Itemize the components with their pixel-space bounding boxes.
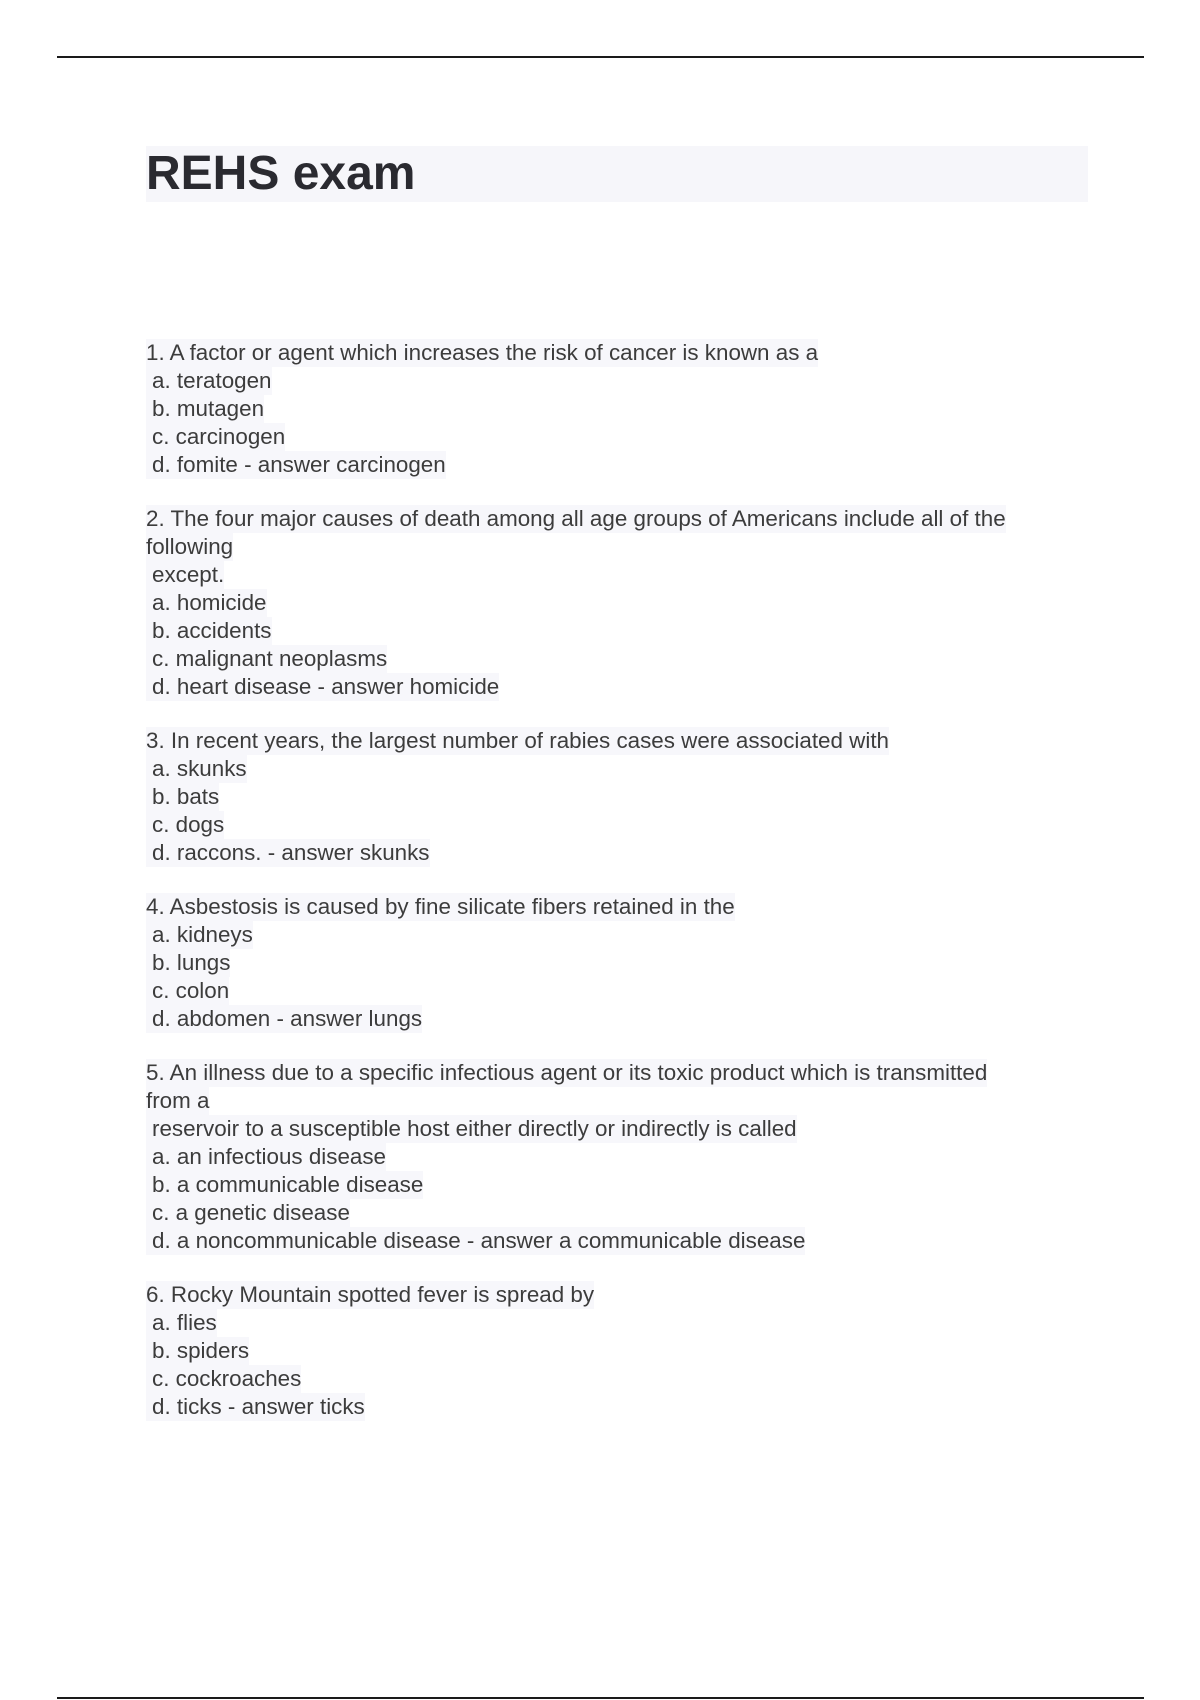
question-5-prompt: 5. An illness due to a specific infectious agent or its toxic product which is transmitted (146, 1060, 988, 1085)
question-1-option-b: b. mutagen (146, 395, 264, 423)
question-1 (146, 339, 1106, 479)
question-2-prompt-continued: following (146, 534, 234, 559)
question-4-option-b: b. lungs (146, 949, 230, 977)
question-5-prompt-continued: reservoir to a susceptible host either directly or indirectly is called (146, 1115, 797, 1143)
question-6-prompt: 6. Rocky Mountain spotted fever is spread by (146, 1282, 595, 1307)
question-5-option-c: c. a genetic disease (146, 1199, 350, 1227)
question-6-option-a: a. flies (146, 1309, 217, 1337)
question-5-option-d-answer: d. a noncommunicable disease - answer a communicable disease (146, 1227, 805, 1255)
page-title: REHS exam (146, 147, 416, 200)
question-1-option-c: c. carcinogen (146, 423, 285, 451)
question-list (146, 339, 1106, 1447)
question-6-option-b: b. spiders (146, 1337, 249, 1365)
question-2-option-d-answer: d. heart disease - answer homicide (146, 673, 499, 701)
question-2-option-b: b. accidents (146, 617, 272, 645)
bottom-divider (57, 1697, 1144, 1699)
question-5 (146, 1059, 1106, 1255)
question-2-option-c: c. malignant neoplasms (146, 645, 387, 673)
question-4-option-a: a. kidneys (146, 921, 253, 949)
question-6-option-c: c. cockroaches (146, 1365, 301, 1393)
question-3-option-a: a. skunks (146, 755, 247, 783)
question-4-option-d-answer: d. abdomen - answer lungs (146, 1005, 422, 1033)
question-6 (146, 1281, 1106, 1421)
question-3-option-c: c. dogs (146, 811, 224, 839)
question-2-prompt: 2. The four major causes of death among all age groups of Americans include all of the (146, 506, 1006, 531)
question-5-prompt-continued: from a (146, 1088, 210, 1113)
question-5-option-a: a. an infectious disease (146, 1143, 386, 1171)
question-5-option-b: b. a communicable disease (146, 1171, 423, 1199)
top-divider (57, 56, 1144, 58)
question-2-prompt-continued: except. (146, 561, 224, 589)
question-1-option-a: a. teratogen (146, 367, 272, 395)
question-3 (146, 727, 1106, 867)
question-1-prompt: 1. A factor or agent which increases the risk of cancer is known as a (146, 340, 819, 365)
question-4-option-c: c. colon (146, 977, 229, 1005)
question-4-prompt: 4. Asbestosis is caused by fine silicate fibers retained in the (146, 894, 735, 919)
question-2 (146, 505, 1106, 701)
question-6-option-d-answer: d. ticks - answer ticks (146, 1393, 365, 1421)
question-3-prompt: 3. In recent years, the largest number of rabies cases were associated with (146, 728, 889, 753)
question-2-option-a: a. homicide (146, 589, 267, 617)
question-1-option-d-answer: d. fomite - answer carcinogen (146, 451, 446, 479)
question-3-option-d-answer: d. raccons. - answer skunks (146, 839, 430, 867)
question-4 (146, 893, 1106, 1033)
question-3-option-b: b. bats (146, 783, 219, 811)
